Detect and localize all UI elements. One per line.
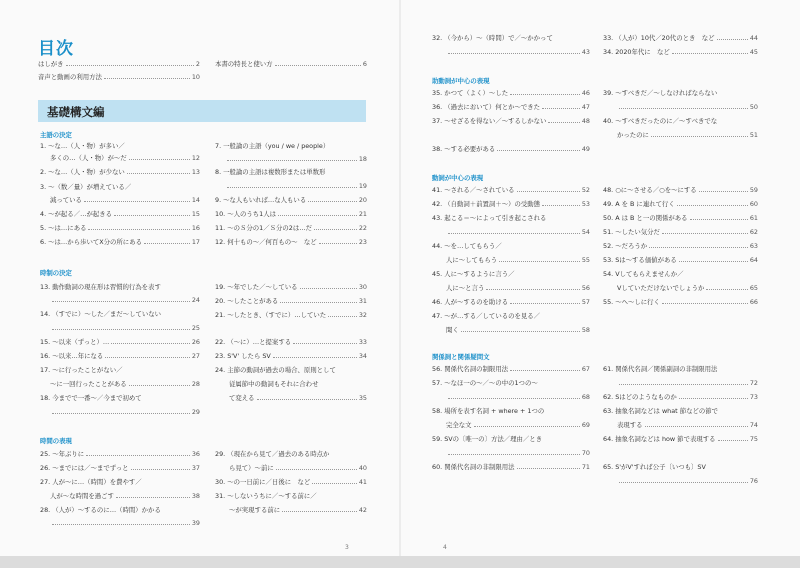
toc-entry[interactable]: 55. 〜へ〜しに行く 66 xyxy=(603,298,758,306)
toc-entry[interactable]: 1. 〜な…（人・物）が多い／ xyxy=(40,142,125,150)
category-heading: 関係詞と関係疑問文 xyxy=(432,353,490,361)
toc-entry[interactable]: 58. 場所を表す名詞 + where + 1つの xyxy=(432,407,545,415)
toc-entry[interactable]: 15. 〜以来（ずっと）… 26 xyxy=(40,338,200,346)
toc-entry[interactable]: 13. 動作動詞の現在形は習慣的行為を表す xyxy=(40,283,161,291)
toc-entry[interactable]: 3. 〜（数／量）が増えている／ xyxy=(40,183,132,191)
toc-entry[interactable]: 21. 〜したとき、（すでに）…していた 32 xyxy=(215,311,367,319)
category-heading: 動詞が中心の表現 xyxy=(432,174,484,182)
toc-entry[interactable]: 25. 〜年ぶりに 36 xyxy=(40,450,200,458)
toc-entry[interactable]: 42. （自動詞＋前置詞＋〜）の受動態 53 xyxy=(432,200,590,208)
toc-entry[interactable]: はしがき 2 xyxy=(38,60,200,68)
toc-entry[interactable]: 35. かつて（よく）〜した 46 xyxy=(432,89,590,97)
toc-entry[interactable]: 65. S'がV'すれば公子〔いつも〕SV xyxy=(603,463,706,471)
toc-entry[interactable]: 41. 〜される／〜されている 52 xyxy=(432,186,590,194)
toc-entry[interactable]: 27. 人が〜に…（時間）を費やす／ xyxy=(40,478,142,486)
toc-entry[interactable]: 本書の特長と使い方 6 xyxy=(215,60,367,68)
toc-entry[interactable]: 16. 〜以来…年になる 27 xyxy=(40,352,200,360)
toc-entry[interactable]: 24. 主節の動詞が過去の場合、原則として xyxy=(215,366,336,374)
toc-entry[interactable]: 56. 関係代名詞の制限用法 67 xyxy=(432,365,590,373)
toc-entry[interactable]: 34. 2020年代に など 45 xyxy=(603,48,758,56)
toc-entry[interactable]: 聞く 58 xyxy=(446,326,590,334)
toc-entry[interactable]: 12. 何十もの〜／何百もの〜 など 23 xyxy=(215,238,367,246)
toc-entry[interactable]: 52. 〜だろうか 63 xyxy=(603,242,758,250)
toc-entry[interactable]: 54 xyxy=(446,228,590,236)
toc-entry[interactable]: 33. （人が）10代／20代のとき など 44 xyxy=(603,34,758,42)
category-heading: 助動詞が中心の表現 xyxy=(432,77,490,85)
toc-entry[interactable]: 26. 〜までには／〜までずっと 37 xyxy=(40,464,200,472)
toc-entry[interactable]: 30. 〜の一日前に／日後に など 41 xyxy=(215,478,367,486)
toc-entry[interactable]: 48. ○に〜させる／○を〜にする 59 xyxy=(603,186,758,194)
toc-entry[interactable]: 24 xyxy=(50,296,200,304)
toc-entry[interactable]: 37. 〜せざるを得ない／〜するしかない 48 xyxy=(432,117,590,125)
toc-entry[interactable]: 多くの…（人・物）が〜だ 12 xyxy=(50,154,200,162)
toc-entry[interactable]: 20. 〜したことがある 31 xyxy=(215,297,367,305)
toc-entry[interactable]: 従属節中の動詞もそれに合わせ xyxy=(229,380,319,388)
toc-entry[interactable]: 18 xyxy=(225,155,367,163)
toc-entry[interactable]: 31. 〜しないうちに／〜する前に／ xyxy=(215,492,317,500)
category-heading: 時制の決定 xyxy=(40,269,72,277)
toc-entry[interactable]: 5. 〜は…にある 16 xyxy=(40,224,200,232)
toc-entry[interactable]: て変える 35 xyxy=(229,394,367,402)
toc-entry[interactable]: ら見て）〜前に 40 xyxy=(229,464,367,472)
toc-entry[interactable]: 4. 〜が起る／…が起きる 15 xyxy=(40,210,200,218)
category-heading: 時間の表現 xyxy=(40,437,72,445)
toc-entry[interactable]: 29. （現在から見て／過去のある時点か xyxy=(215,450,330,458)
toc-entry[interactable]: 57. 〜なほ一の〜／〜の中の1つの〜 xyxy=(432,379,538,387)
toc-entry[interactable]: 人に〜してもらう 55 xyxy=(446,256,590,264)
toc-entry[interactable]: 72 xyxy=(617,379,758,387)
category-heading: 主語の決定 xyxy=(40,131,72,139)
toc-entry[interactable]: 62. Sはどのようなものか 73 xyxy=(603,393,758,401)
toc-entry[interactable]: 28. （人が）〜するのに…（時間）かかる xyxy=(40,506,161,514)
toc-entry[interactable]: 70 xyxy=(446,449,590,457)
toc-entry[interactable]: 38. 〜する必要がある 49 xyxy=(432,145,590,153)
toc-entry[interactable]: 18. 今までで一番〜／今まで初めて xyxy=(40,394,142,402)
toc-entry[interactable]: 44. 〜を…してもらう／ xyxy=(432,242,502,250)
toc-entry[interactable]: 2. 〜な…（人・物）が少ない 13 xyxy=(40,168,200,176)
toc-entry[interactable]: 〜が実現する前に 42 xyxy=(229,506,367,514)
toc-entry[interactable]: 25 xyxy=(50,324,200,332)
toc-entry[interactable]: 47. 〜が…する／しているのを見る／ xyxy=(432,312,541,320)
left-page-number: 3 xyxy=(345,544,349,551)
toc-entry[interactable]: 音声と動画の利用方法 10 xyxy=(38,73,200,81)
toc-entry[interactable]: 49. A を B に連れて行く 60 xyxy=(603,200,758,208)
toc-title: 目次 xyxy=(38,39,74,59)
toc-entry[interactable]: 59. SVの〔唯一の〕方法／理由／とき xyxy=(432,435,543,443)
bottom-bar xyxy=(0,556,800,568)
toc-entry[interactable]: かったのに 51 xyxy=(617,131,758,139)
toc-entry[interactable]: 〜に一回行ったことがある 28 xyxy=(50,380,200,388)
toc-entry[interactable]: 表現する 74 xyxy=(617,421,758,429)
toc-entry[interactable]: 36. （過去において）何とか〜できた 47 xyxy=(432,103,590,111)
toc-entry[interactable]: 29 xyxy=(50,408,200,416)
toc-entry[interactable]: 減っている 14 xyxy=(50,196,200,204)
toc-entry[interactable]: 9. 〜な人もいれば…な人もいる 20 xyxy=(215,196,367,204)
toc-entry[interactable]: 10. 〜人のうち1人は 21 xyxy=(215,210,367,218)
toc-entry[interactable]: 53. Sは〜する価値がある 64 xyxy=(603,256,758,264)
toc-entry[interactable]: 39 xyxy=(50,519,200,527)
toc-entry[interactable]: Vしていただけないでしょうか 65 xyxy=(617,284,758,292)
page-gutter xyxy=(399,0,401,568)
section-heading: 基礎構文編 xyxy=(38,100,366,122)
toc-entry[interactable]: 19 xyxy=(225,182,367,190)
toc-entry[interactable]: 23. S'V' したら SV 34 xyxy=(215,352,367,360)
toc-entry[interactable]: 19. 〜年でした／〜している 30 xyxy=(215,283,367,291)
right-page-number: 4 xyxy=(443,544,447,551)
toc-entry[interactable]: 6. 〜は…から歩いてX分の所にある 17 xyxy=(40,238,200,246)
toc-entry[interactable]: 50. A は B と一の関係がある 61 xyxy=(603,214,758,222)
toc-entry[interactable]: 17. 〜に行ったことがない／ xyxy=(40,366,123,374)
toc-entry[interactable]: 43. 起こる＝〜によって引き起こされる xyxy=(432,214,547,222)
toc-entry[interactable]: 7. 一般論の主語（you / we / people） xyxy=(215,142,330,150)
toc-entry[interactable]: 8. 一般論の主語は複数形または単数形 xyxy=(215,168,326,176)
toc-entry[interactable]: 60. 関係代名詞の非制限用法 71 xyxy=(432,463,590,471)
toc-entry[interactable]: 46. 人が〜するのを助ける 57 xyxy=(432,298,590,306)
toc-entry[interactable]: 63. 抽象名詞などは what 節などの節で xyxy=(603,407,719,415)
toc-entry[interactable]: 64. 抽象名詞などは how 節で表現する 75 xyxy=(603,435,758,443)
toc-entry[interactable]: 人に〜と言う 56 xyxy=(446,284,590,292)
toc-entry[interactable]: 68 xyxy=(446,393,590,401)
toc-entry[interactable]: 61. 関係代名詞／関係副詞の非制限用法 xyxy=(603,365,718,373)
toc-entry[interactable]: 45. 人に〜するように言う／ xyxy=(432,270,515,278)
toc-entry[interactable]: 39. 〜すべきだ／〜しなければならない xyxy=(603,89,718,97)
toc-entry[interactable]: 43 xyxy=(446,48,590,56)
toc-entry[interactable]: 完全な文 69 xyxy=(446,421,590,429)
toc-entry[interactable]: 51. 〜したい気分だ 62 xyxy=(603,228,758,236)
toc-entry[interactable]: 76 xyxy=(617,477,758,485)
toc-entry[interactable]: 人が〜な時間を過ごす 38 xyxy=(50,492,200,500)
toc-entry[interactable]: 54. Vしてもらえませんか／ xyxy=(603,270,684,278)
toc-entry[interactable]: 22. （〜に）…と提案する 33 xyxy=(215,338,367,346)
toc-entry[interactable]: 40. 〜すべきだったのに／〜すべきでな xyxy=(603,117,718,125)
toc-entry[interactable]: 50 xyxy=(617,103,758,111)
toc-entry[interactable]: 11. 〜のＳ分の1／Ｓ分の2は…だ 22 xyxy=(215,224,367,232)
toc-entry[interactable]: 32. （今から）〜（時間）で／〜かかって xyxy=(432,34,553,42)
toc-entry[interactable]: 14. （すでに）〜した／まだ〜していない xyxy=(40,310,162,318)
